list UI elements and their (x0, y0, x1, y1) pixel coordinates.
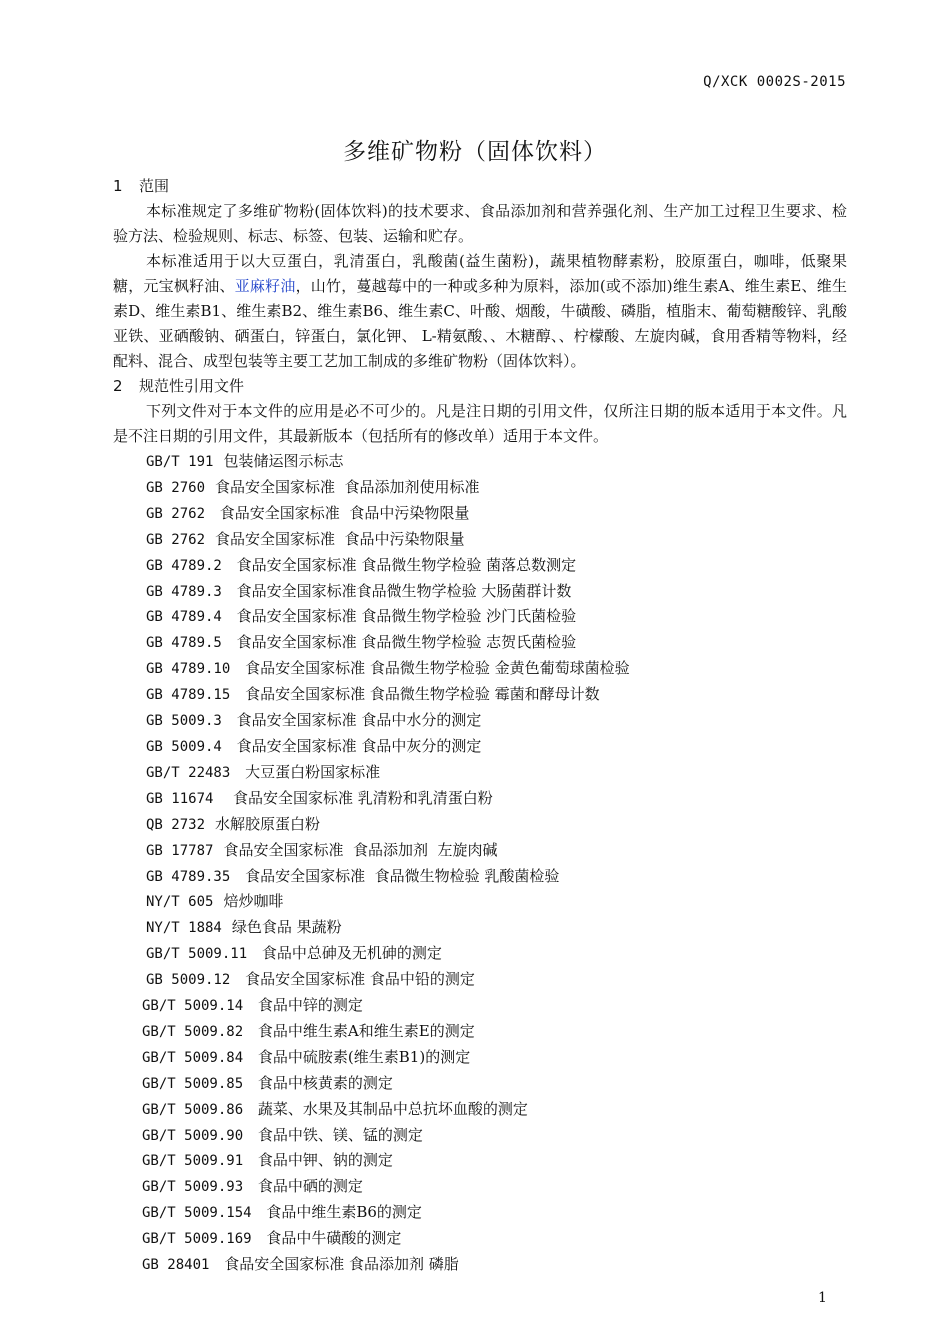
reference-list (113, 449, 847, 1278)
reference-title: 食品安全国家标准 食品中灰分的测定 (231, 736, 482, 755)
reference-code: GB/T 5009.86 (142, 1101, 244, 1118)
reference-code: GB/T 5009.93 (142, 1179, 244, 1196)
reference-title: 食品安全国家标准 食品添加剂 左旋肉碱 (223, 840, 498, 859)
reference-title: 食品安全国家标准 食品中水分的测定 (231, 711, 482, 730)
reference-item (113, 864, 847, 890)
reference-code: GB/T 5009.154 (142, 1205, 252, 1222)
reference-item (113, 915, 847, 941)
reference-item (113, 1019, 847, 1045)
reference-item (113, 734, 847, 760)
reference-code: GB 4789.2 (146, 557, 222, 574)
reference-item (113, 604, 847, 630)
reference-item (113, 1045, 847, 1071)
reference-code: GB/T 22483 (146, 764, 231, 781)
reference-item (113, 1148, 847, 1174)
reference-title: 食品安全国家标准 食品微生物学检验 金黄色葡萄球菌检验 (240, 659, 630, 678)
reference-code: GB 5009.12 (146, 972, 231, 989)
reference-item (113, 1123, 847, 1149)
scope-paragraph: 本标准规定了多维矿物粉(固体饮料)的技术要求、食品添加剂和营养强化剂、生产加工过程卫生要求、检验方法、检验规则、标志、标签、包装、运输和贮存。 (113, 202, 847, 245)
section-number: 2 (113, 377, 123, 395)
reference-title: 食品中牛磺酸的测定 (261, 1229, 402, 1248)
reference-title: 食品安全国家标准 食品中污染物限量 (215, 529, 465, 548)
reference-code: GB 17787 (146, 842, 214, 859)
reference-title: 食品安全国家标准 食品添加剂使用标准 (215, 477, 480, 496)
reference-item (113, 553, 847, 579)
reference-code: GB 2760 (146, 479, 206, 496)
reference-code: GB/T 5009.11 (146, 946, 248, 963)
reference-title: 大豆蛋白粉国家标准 (240, 762, 381, 781)
reference-title: 食品安全国家标准 食品添加剂 磷脂 (219, 1255, 459, 1274)
references-intro-paragraph: 下列文件对于本文件的应用是必不可少的。凡是注日期的引用文件，仅所注日期的版本适用于本文件。凡是不注日期的引用文件，其最新版本（包括所有的修改单）适用于本文件。 (113, 402, 847, 445)
reference-code: GB/T 5009.85 (142, 1075, 244, 1092)
reference-title: 食品中硒的测定 (253, 1177, 363, 1196)
reference-title: 食品中硫胺素(维生素B1)的测定 (253, 1047, 471, 1066)
reference-code: GB/T 5009.14 (142, 998, 244, 1015)
section-title: 规范性引用文件 (139, 377, 245, 395)
standard-code: Q/XCK 0002S-2015 (703, 74, 846, 90)
reference-title: 包装储运图示标志 (223, 452, 344, 470)
reference-title: 食品中总砷及无机砷的测定 (257, 944, 442, 963)
reference-code: GB 4789.35 (146, 868, 231, 885)
reference-item (113, 682, 847, 708)
reference-code: GB/T 5009.90 (142, 1127, 244, 1144)
reference-item (113, 1200, 847, 1226)
reference-code: GB 4789.5 (146, 635, 222, 652)
reference-item (113, 501, 847, 527)
reference-title: 食品安全国家标准 食品微生物学检验 霉菌和酵母计数 (240, 685, 600, 704)
reference-item (113, 812, 847, 838)
reference-title: 食品安全国家标准 食品微生物学检验 志贺氏菌检验 (231, 633, 577, 652)
reference-code: GB 4789.3 (146, 583, 222, 600)
reference-title: 食品安全国家标准 食品微生物检验 乳酸菌检验 (240, 866, 560, 885)
section-number: 1 (113, 177, 123, 195)
reference-item (113, 1252, 847, 1278)
reference-item (113, 1174, 847, 1200)
reference-title: 食品安全国家标准食品微生物学检验 大肠菌群计数 (231, 581, 572, 600)
reference-title: 食品中铁、镁、锰的测定 (253, 1125, 423, 1144)
reference-title: 食品安全国家标准 食品微生物学检验 菌落总数测定 (231, 555, 577, 574)
scope-text-before-link: 本标准适用于以大豆蛋白，乳清蛋白，乳酸菌(益生菌粉)，蔬果植物酵素粉，胶原蛋白，咖啡，低聚果糖，元宝枫籽油、 (113, 252, 847, 295)
reference-item (113, 786, 847, 812)
reference-title: 食品安全国家标准 食品中铅的测定 (240, 970, 475, 989)
reference-item (113, 579, 847, 605)
reference-code: GB/T 5009.169 (142, 1231, 252, 1248)
reference-title: 食品安全国家标准 乳清粉和乳清蛋白粉 (223, 788, 493, 807)
reference-item (113, 475, 847, 501)
reference-code: GB 5009.3 (146, 713, 222, 730)
reference-item (113, 656, 847, 682)
reference-code: NY/T 605 (146, 894, 214, 911)
reference-code: GB 28401 (142, 1257, 210, 1274)
reference-item (113, 708, 847, 734)
reference-code: GB/T 5009.84 (142, 1049, 244, 1066)
linseed-oil-link[interactable]: 亚麻籽油 (234, 277, 296, 295)
reference-title: 食品安全国家标准 食品微生物学检验 沙门氏菌检验 (231, 607, 577, 626)
reference-code: GB/T 5009.82 (142, 1023, 244, 1040)
reference-item (113, 941, 847, 967)
reference-item (113, 1226, 847, 1252)
reference-title: 食品中钾、钠的测定 (253, 1151, 393, 1170)
reference-code: GB 2762 (146, 505, 206, 522)
reference-title: 食品中核黄素的测定 (253, 1073, 393, 1092)
scope-text-after-link: ，山竹，蔓越莓中的一种或多种为原料，添加(或不添加)维生素A、维生素E、维生素D、维生素B1、维生素B2、维生素B6、维生素C、叶酸、烟酸，牛磺酸、磷脂，植脂末、葡萄糖酸锌、乳酸亚铁、亚硒酸钠、硒蛋白，锌蛋白，氯化钾、 L-精氨酸、、木糖醇、、柠檬酸、左旋肉碱，食用香精等物料，经配料、混合、成型包装等主要工艺加工制成的多维矿物粉（固体饮料）。 (113, 277, 847, 370)
reference-code: QB 2732 (146, 816, 206, 833)
reference-item (113, 1097, 847, 1123)
reference-code: GB/T 191 (146, 454, 214, 470)
scope-applicability-paragraph (113, 249, 847, 374)
section-heading-normative-references (113, 374, 847, 399)
reference-item (113, 889, 847, 915)
document-body (113, 174, 847, 1278)
reference-title: 蔬菜、水果及其制品中总抗坏血酸的测定 (253, 1099, 528, 1118)
page-number: 1 (818, 1290, 827, 1306)
reference-code: GB 4789.4 (146, 609, 222, 626)
section-heading-scope (113, 174, 847, 199)
reference-item (113, 1071, 847, 1097)
reference-item (113, 760, 847, 786)
document-title: 多维矿物粉（固体饮料） (343, 139, 607, 165)
reference-item (113, 838, 847, 864)
reference-code: GB 2762 (146, 531, 206, 548)
reference-item (113, 449, 847, 475)
reference-code: GB 5009.4 (146, 738, 222, 755)
reference-code: GB/T 5009.91 (142, 1153, 244, 1170)
reference-title: 食品中维生素A和维生素E的测定 (253, 1021, 475, 1040)
reference-title: 食品中锌的测定 (253, 996, 363, 1015)
reference-title: 绿色食品 果蔬粉 (231, 918, 342, 937)
reference-title: 焙炒咖啡 (223, 892, 284, 911)
reference-title: 水解胶原蛋白粉 (215, 814, 321, 833)
reference-item (113, 993, 847, 1019)
reference-title: 食品安全国家标准 食品中污染物限量 (215, 503, 470, 522)
reference-title: 食品中维生素B6的测定 (261, 1203, 422, 1222)
reference-item (113, 967, 847, 993)
reference-item (113, 630, 847, 656)
reference-code: GB 11674 (146, 790, 214, 807)
reference-item (113, 527, 847, 553)
reference-code: GB 4789.15 (146, 687, 231, 704)
reference-code: NY/T 1884 (146, 920, 222, 937)
section-title: 范围 (139, 177, 170, 195)
reference-code: GB 4789.10 (146, 661, 231, 678)
